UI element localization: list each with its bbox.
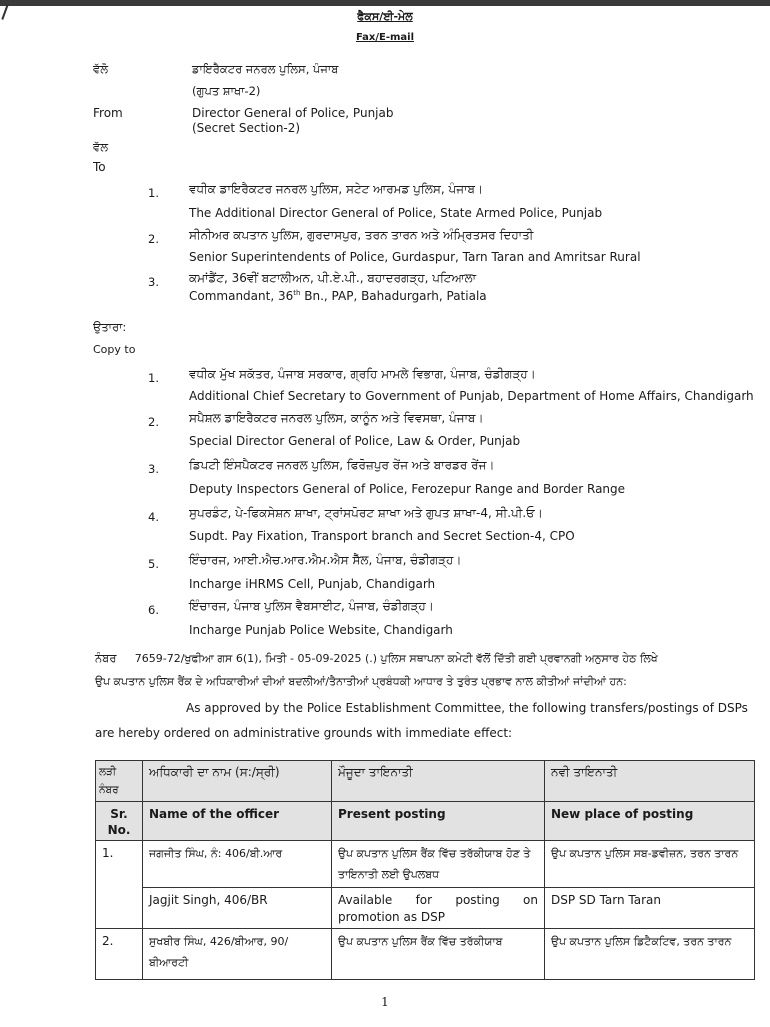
copy-item-number: 6. [148,603,159,617]
to-label-pa: ਵੱਲ [93,140,108,154]
copy-item-number: 1. [148,371,159,385]
header-name-pa: ਅਧਿਕਾਰੀ ਦਾ ਨਾਮ (ਸ:/ਸ੍ਰੀ) [143,761,332,802]
window-top-edge [0,0,770,6]
order-en-line2: are hereby ordered on administrative grounds with immediate effect: [95,726,513,740]
to-item-en: The Additional Director General of Police, State Armed Police, Punjab [189,206,603,220]
cell-sr: 1. [96,841,143,929]
from-label-en: From [93,106,123,120]
cell-new-pa: ਉਪ ਕਪਤਾਨ ਪੁਲਿਸ ਸਬ-ਡਵੀਜ਼ਨ, ਤਰਨ ਤਾਰਨ [545,841,755,888]
from-value-en-1: Director General of Police, Punjab [192,106,394,120]
to-item-number: 1. [148,186,159,200]
from-value-en-2: (Secret Section-2) [192,121,301,135]
header-new-en: New place of posting [545,802,755,841]
table-header-row-pa [96,761,755,802]
to-item-number: 2. [148,232,159,246]
copy-item-pa: ਸੁਪਰਡੰਟ, ਪੇ-ਫਿਕਸੇਸ਼ਨ ਸ਼ਾਖਾ, ਟ੍ਰਾਂਸਪੋਰਟ ਸ਼ਾਖਾ ਅਤੇ ਗੁਪਤ ਸ਼ਾਖਾ-4, ਸੀ.ਪੀ.ਓ। [189,506,543,520]
to-item-en: Senior Superintendents of Police, Gurdaspur, Tarn Taran and Amritsar Rural [189,250,641,264]
copy-item-pa: ਸਪੈਸ਼ਲ ਡਾਇਰੈਕਟਰ ਜਨਰਲ ਪੁਲਿਸ, ਕਾਨੂੰਨ ਅਤੇ ਵਿਵਸਥਾ, ਪੰਜਾਬ। [189,411,484,425]
copy-item-en: Deputy Inspectors General of Police, Ferozepur Range and Border Range [189,482,626,496]
postings-table [95,760,755,980]
table-row [96,888,755,929]
header-new-pa: ਨਵੀ ਤਾਇਨਾਤੀ [545,761,755,802]
from-value-pa-1: ਡਾਇਰੈਕਟਰ ਜਨਰਲ ਪੁਲਿਸ, ਪੰਜਾਬ [192,62,339,76]
copy-item-en: Incharge iHRMS Cell, Punjab, Chandigarh [189,577,436,591]
copy-item-pa: ਡਿਪਟੀ ਇੰਸਪੈਕਟਰ ਜਨਰਲ ਪੁਲਿਸ, ਫਿਰੋਜ਼ਪੁਰ ਰੇਂਜ ਅਤੇ ਬਾਰਡਰ ਰੇਂਜ। [189,458,495,472]
table-row [96,841,755,888]
order-number-label: ਨੰਬਰ [95,651,117,665]
cell-sr: 2. [96,929,143,980]
from-label-pa: ਵੱਲੋ [93,62,108,76]
cell-present-en: Available for posting on promotion as DSP [332,888,545,929]
cell-name-pa: ਜਗਜੀਤ ਸਿੰਘ, ਨੰ: 406/ਬੀ.ਆਰ [143,841,332,888]
table-header-row-en [96,802,755,841]
header-name-en: Name of the officer [143,802,332,841]
title-punjabi: ਫੈਕਸ/ਈ-ਮੇਲ [357,10,413,23]
table-row [96,929,755,980]
copy-item-pa: ਇੰਚਾਰਜ, ਪੰਜਾਬ ਪੁਲਿਸ ਵੈਬਸਾਈਟ, ਪੰਜਾਬ, ਚੰਡੀਗੜ੍ਹ। [189,599,434,613]
order-number-line [95,651,658,666]
to-item-pa: ਸੀਨੀਅਰ ਕਪਤਾਨ ਪੁਲਿਸ, ਗੁਰਦਾਸਪੁਰ, ਤਰਨ ਤਾਰਨ ਅਤੇ ਅੰਮ੍ਰਿਤਸਰ ਦਿਹਾਤੀ [189,228,534,242]
header-sr-pa: ਲੜੀ ਨੰਬਰ [96,761,143,802]
from-value-pa-2: (ਗੁਪਤ ਸ਼ਾਖਾ-2) [192,84,261,98]
header-sr-en: Sr. No. [96,802,143,841]
copy-item-en: Special Director General of Police, Law & Order, Punjab [189,434,521,448]
to-item-number: 3. [148,275,159,289]
cell-new-pa: ਉਪ ਕਪਤਾਨ ਪੁਲਿਸ ਡਿਟੈਕਟਿਵ, ਤਰਨ ਤਾਰਨ [545,929,755,980]
to-item-pa: ਵਧੀਕ ਡਾਇਰੈਕਟਰ ਜਨਰਲ ਪੁਲਿਸ, ਸਟੇਟ ਆਰਮਡ ਪੁਲਿਸ, ਪੰਜਾਬ। [189,182,484,196]
title-english: Fax/E-mail [355,32,415,43]
copy-item-number: 2. [148,415,159,429]
to-item-en: Commandant, 36th Bn., PAP, Bahadurgarh, Patiala [189,289,487,303]
to-item-pa: ਕਮਾਂਡੈਂਟ, 36ਵੀਂ ਬਟਾਲੀਅਨ, ਪੀ.ਏ.ਪੀ., ਬਹਾਦਰਗੜ੍ਹ, ਪਟਿਆਲਾ [189,271,477,285]
cell-name-pa: ਸੁਖਬੀਰ ਸਿੰਘ, 426/ਬੀਆਰ, 90/ਬੀਆਰਟੀ [143,929,332,980]
cell-new-en: DSP SD Tarn Taran [545,888,755,929]
copy-item-number: 3. [148,462,159,476]
cell-name-en: Jagjit Singh, 406/BR [143,888,332,929]
header-present-pa: ਮੌਜੂਦਾ ਤਾਇਨਾਤੀ [332,761,545,802]
to-label-en: To [93,160,106,174]
copy-item-en: Additional Chief Secretary to Government of Punjab, Department of Home Affairs, Chandigarh [189,389,754,403]
copy-item-pa: ਵਧੀਕ ਮੁੱਖ ਸਕੱਤਰ, ਪੰਜਾਬ ਸਰਕਾਰ, ਗ੍ਰਹਿ ਮਾਮਲੇ ਵਿਭਾਗ, ਪੰਜਾਬ, ਚੰਡੀਗੜ੍ਹ। [189,367,536,381]
cell-present-pa: ਉਪ ਕਪਤਾਨ ਪੁਲਿਸ ਰੈਂਕ ਵਿੱਚ ਤਰੱਕੀਯਾਬ [332,929,545,980]
copy-label-pa: ਉਤਾਰਾ: [93,320,127,334]
cell-present-pa: ਉਪ ਕਪਤਾਨ ਪੁਲਿਸ ਰੈਂਕ ਵਿੱਚ ਤਰੱਕੀਯਾਬ ਹੋਣ ਤੇ ਤਾਇਨਾਤੀ ਲਈ ਉਪਲਬਧ [332,841,545,888]
order-number-value: 7659-72/ਖੁਫੀਆ ਗਸ 6(1), ਮਿਤੀ - 05-09-2025 (.) ਪੁਲਿਸ ਸਥਾਪਨਾ ਕਮੇਟੀ ਵੱਲੋਂ ਦਿੱਤੀ ਗਈ ਪ੍ਰਵਾਨਗੀ ਅਨੁਸਾਰ ਹੇਠ ਲਿਖੇ [134,652,658,665]
copy-label-en: Copy to [93,343,136,356]
copy-item-en: Incharge Punjab Police Website, Chandigarh [189,623,453,637]
copy-item-number: 5. [148,557,159,571]
order-en-line1: As approved by the Police Establishment Committee, the following transfers/postings of DSPs [186,701,748,715]
copy-item-pa: ਇੰਚਾਰਜ, ਆਈ.ਐਚ.ਆਰ.ਐਮ.ਐਸ ਸੈੱਲ, ਪੰਜਾਬ, ਚੰਡੀਗੜ੍ਹ। [189,553,462,567]
order-pa-line2: ਉਪ ਕਪਤਾਨ ਪੁਲਿਸ ਰੈਂਕ ਦੇ ਅਧਿਕਾਰੀਆਂ ਦੀਆਂ ਬਦਲੀਆਂ/ਤੈਨਾਤੀਆਂ ਪ੍ਰਬੰਧਕੀ ਆਧਾਰ ਤੇ ਤੁਰੰਤ ਪ੍ਰਭਾਵ ਨਾਲ ਕੀਤੀਆਂ ਜਾਂਦੀਆਂ ਹਨ: [95,675,627,688]
copy-item-en: Supdt. Pay Fixation, Transport branch and Secret Section-4, CPO [189,529,575,543]
copy-item-number: 4. [148,510,159,524]
header-present-en: Present posting [332,802,545,841]
page-number: 1 [381,995,389,1009]
